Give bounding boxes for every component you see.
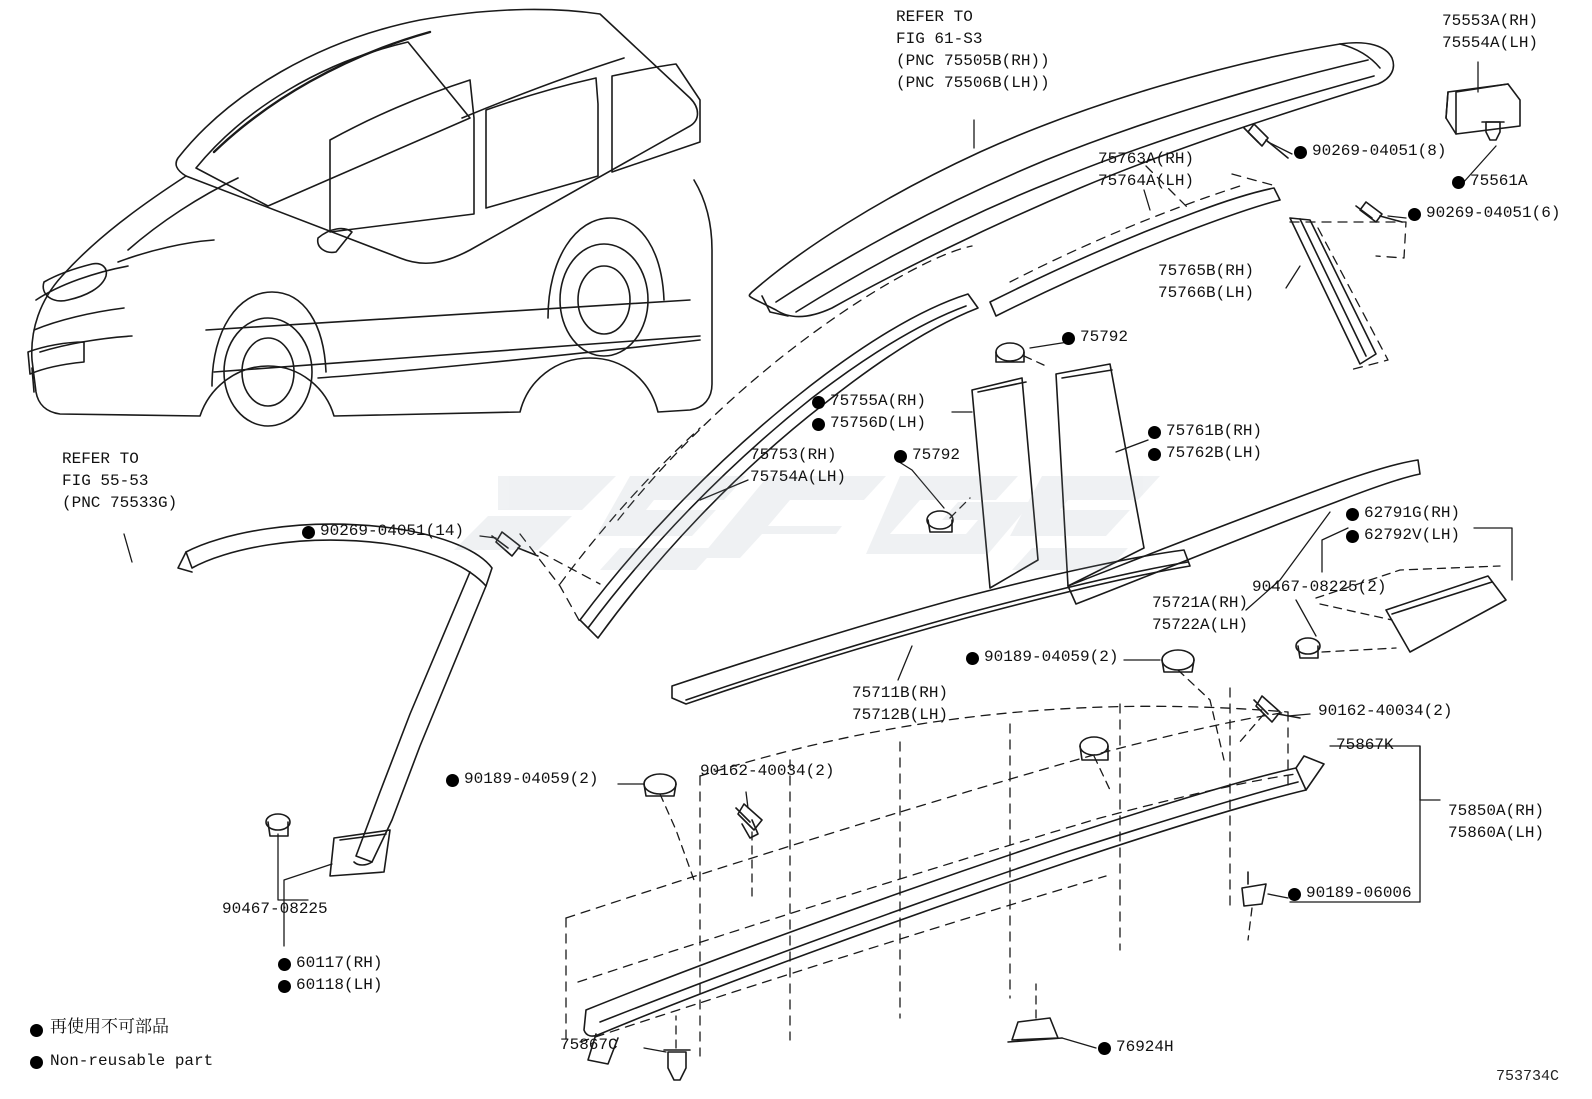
callout-75850A-line1: 75850A(RH) — [1448, 802, 1545, 820]
part-62791G — [1386, 576, 1506, 652]
part-75533G-ref — [178, 524, 492, 865]
callout-90467-2: 90467-08225(2) — [1252, 578, 1387, 596]
ref-fig-55: REFER TO — [62, 450, 139, 468]
callout-75755A-line2: 75756D(LH) — [830, 414, 927, 432]
clip-75792-top — [996, 343, 1024, 362]
callout-60117-line2: 60118(LH) — [296, 976, 383, 994]
ref-fig-61: REFER TO — [896, 8, 973, 26]
callout-75753-line2: 75754A(LH) — [750, 468, 847, 486]
callout-62791G-line1: 62791G(RH) — [1364, 504, 1461, 522]
bullet-90189-right — [966, 652, 979, 665]
bullet-75755A — [812, 396, 825, 409]
callout-75867C: 75867C — [560, 1036, 618, 1054]
callout-75553A-line1: 75553A(RH) — [1442, 12, 1539, 30]
ref-fig-55-line3: (PNC 75533G) — [62, 494, 178, 512]
callout-75753-line1: 75753(RH) — [750, 446, 837, 464]
callout-75721A-line1: 75721A(RH) — [1152, 594, 1249, 612]
callout-62791G-line2: 62792V(LH) — [1364, 526, 1461, 544]
clip-90467-right — [1296, 638, 1320, 658]
callout-60117-line1: 60117(RH) — [296, 954, 383, 972]
callout-75761B-line2: 75762B(LH) — [1166, 444, 1263, 462]
bullet-90269-8 — [1294, 146, 1307, 159]
bullet-90269-6 — [1408, 208, 1421, 221]
callout-90467: 90467-08225 — [222, 900, 328, 918]
clip-76924H — [1008, 1018, 1062, 1042]
figure-code: 753734C — [1496, 1068, 1560, 1085]
bullet-75792-mid — [894, 450, 907, 463]
bullet-75761B — [1148, 426, 1161, 439]
bullet-75792-top — [1062, 332, 1075, 345]
callout-75721A-line2: 75722A(LH) — [1152, 616, 1249, 634]
callout-90269-6: 90269-04051(6) — [1426, 204, 1561, 222]
clip-90189-06006 — [1242, 872, 1266, 906]
part-75753 — [580, 294, 978, 638]
callout-75755A-line1: 75755A(RH) — [830, 392, 927, 410]
callout-75711B-line2: 75712B(LH) — [852, 706, 949, 724]
callout-75561A: 75561A — [1470, 172, 1528, 190]
bullet-90189-06006 — [1288, 888, 1301, 901]
callout-90189-left: 90189-04059(2) — [464, 770, 599, 788]
callout-90269-14: 90269-04051(14) — [320, 522, 465, 540]
callout-90189-06006: 90189-06006 — [1306, 884, 1412, 902]
legend-bullet-jp — [30, 1024, 43, 1037]
callout-75867K: 75867K — [1336, 736, 1394, 754]
callout-75765B-line2: 75766B(LH) — [1158, 284, 1255, 302]
part-60117 — [330, 830, 390, 876]
clip-90189-left — [644, 774, 676, 796]
watermark — [454, 476, 1160, 570]
bullet-62792V — [1346, 530, 1359, 543]
bullet-90269-14 — [302, 526, 315, 539]
callout-75792-top: 75792 — [1080, 328, 1129, 346]
part-75765B — [1290, 218, 1376, 364]
callout-75553A-line2: 75554A(LH) — [1442, 34, 1539, 52]
ref-fig-61-line2: FIG 61-S3 — [896, 30, 983, 48]
callout-75761B-line1: 75761B(RH) — [1166, 422, 1263, 440]
callout-76924H: 76924H — [1116, 1038, 1174, 1056]
callout-90162-left: 90162-40034(2) — [700, 762, 835, 780]
bullet-60117 — [278, 958, 291, 971]
bullet-60118 — [278, 980, 291, 993]
bullet-75561A — [1452, 176, 1465, 189]
callout-75792-mid: 75792 — [912, 446, 961, 464]
clip-75867C — [664, 1050, 690, 1080]
part-roof-rail — [749, 43, 1393, 317]
callout-75763A-line2: 75764A(LH) — [1098, 172, 1195, 190]
callout-75765B-line1: 75765B(RH) — [1158, 262, 1255, 280]
callout-90162-right: 90162-40034(2) — [1318, 702, 1453, 720]
callout-75711B-line1: 75711B(RH) — [852, 684, 949, 702]
bullet-75756D — [812, 418, 825, 431]
bullet-75762B — [1148, 448, 1161, 461]
vehicle-illustration — [28, 9, 712, 426]
screw-90269-8 — [1244, 124, 1288, 158]
legend-bullet-en — [30, 1056, 43, 1069]
ref-fig-61-line3: (PNC 75505B(RH)) — [896, 52, 1050, 70]
bullet-62791G — [1346, 508, 1359, 521]
part-75553A — [1446, 84, 1520, 134]
clip-90467-left — [266, 814, 290, 836]
callout-90189-right: 90189-04059(2) — [984, 648, 1119, 666]
bullet-90189-left — [446, 774, 459, 787]
callout-90269-8: 90269-04051(8) — [1312, 142, 1447, 160]
legend-jp: 再使用不可部品 — [50, 1017, 169, 1037]
ref-fig-55-line2: FIG 55-53 — [62, 472, 149, 490]
ref-fig-61-line4: (PNC 75506B(LH)) — [896, 74, 1050, 92]
part-75850A — [584, 756, 1324, 1064]
callout-75850A-line2: 75860A(LH) — [1448, 824, 1545, 842]
callout-75763A-line1: 75763A(RH) — [1098, 150, 1195, 168]
screw-90269-6 — [1356, 202, 1402, 222]
legend-en: Non-reusable part — [50, 1052, 214, 1070]
part-75561A-clip — [1482, 122, 1504, 140]
screw-90162-left — [736, 804, 762, 838]
clip-90189-right — [1162, 650, 1194, 672]
bullet-76924H — [1098, 1042, 1111, 1055]
part-75711B — [672, 550, 1190, 704]
